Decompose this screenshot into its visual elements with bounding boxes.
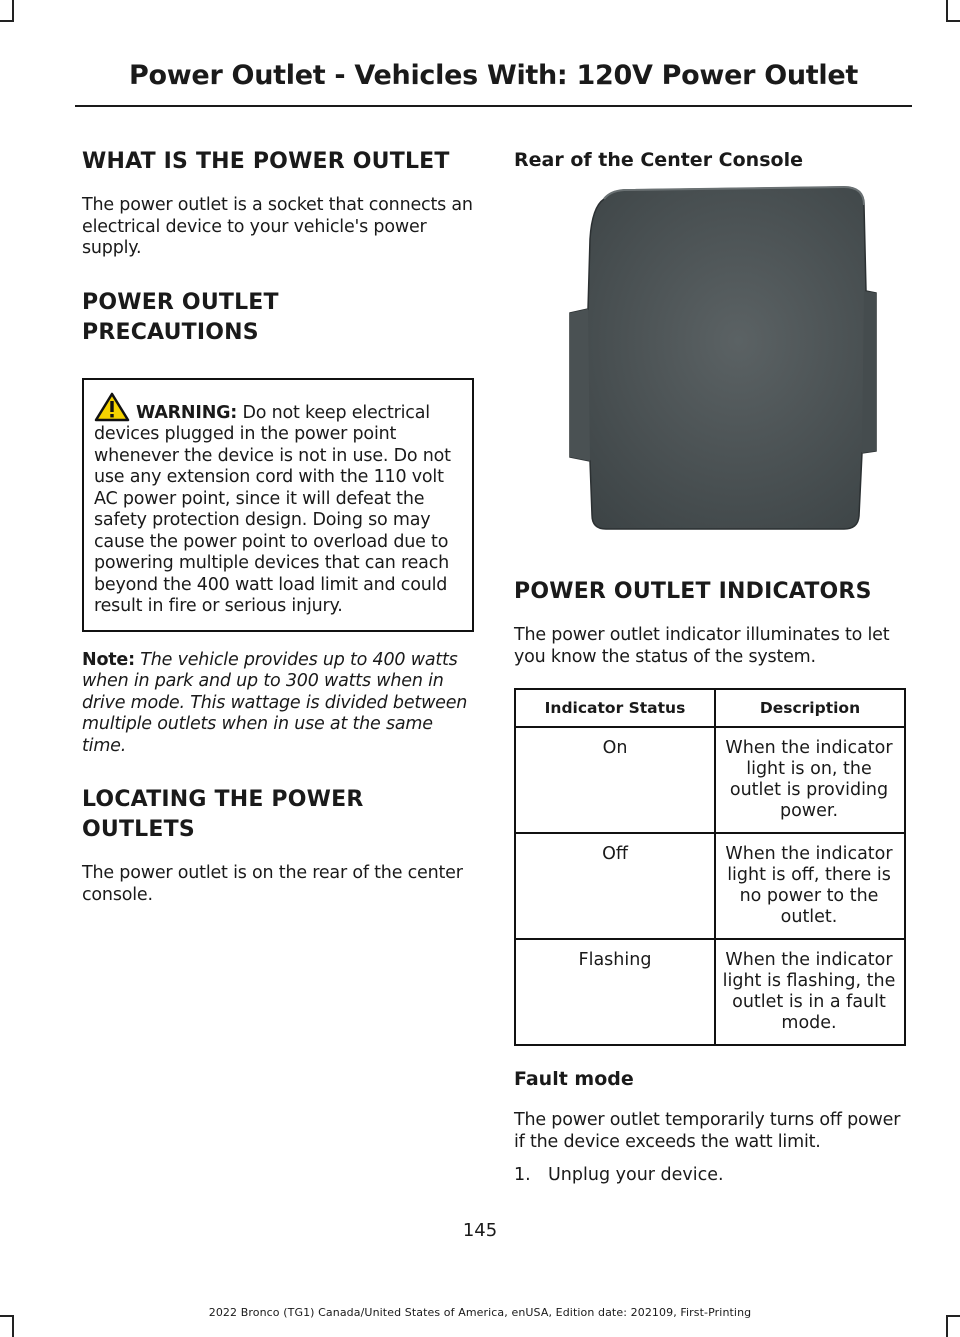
paragraph-fault-mode: The power outlet temporarily turns off power if the device exceeds the watt limit. xyxy=(514,1110,901,1152)
heading-precautions-line2: PRECAUTIONS xyxy=(82,319,259,345)
status-cell: Flashing xyxy=(515,939,715,1045)
indicator-table xyxy=(514,688,906,1046)
center-console-figure xyxy=(514,181,906,531)
heading-indicators: POWER OUTLET INDICATORS xyxy=(514,579,872,604)
status-cell: Off xyxy=(515,833,715,939)
table-row xyxy=(515,727,905,833)
paragraph-indicators: The power outlet indicator illuminates to let you know the status of the system. xyxy=(514,625,890,667)
description-cell: When the indicator light is on, the outlet is providing power. xyxy=(715,727,905,833)
page-number: 145 xyxy=(462,1220,498,1241)
heading-locating-line2: OUTLETS xyxy=(82,817,195,842)
warning-label: WARNING: xyxy=(136,402,238,423)
table-row xyxy=(515,939,905,1045)
right-column xyxy=(514,145,906,1187)
list-text: Unplug your device. xyxy=(548,1165,724,1185)
crop-mark xyxy=(946,0,948,22)
column-header-description: Description xyxy=(715,689,905,727)
left-column xyxy=(82,145,474,906)
heading-precautions-line1: POWER OUTLET xyxy=(82,289,279,315)
warning-text: Do not keep electrical devices plugged in the power point whenever the device is not in use. Do not use any extension cord with the 110 volt AC power point, since it will defeat the safety protection design. Doing so may cause the power point to overload due to powering multiple devices that can reach beyond the 400 watt load limit and could result in fire or serious injury. xyxy=(94,402,451,616)
table-row xyxy=(515,833,905,939)
paragraph-locating: The power outlet is on the rear of the center console. xyxy=(82,863,463,905)
crop-mark xyxy=(12,0,14,22)
heading-fault-mode: Fault mode xyxy=(514,1068,634,1090)
column-header-status: Indicator Status xyxy=(515,689,715,727)
footer-edition: 2022 Bronco (TG1) Canada/United States of America, enUSA, Edition date: 202109, First-Printing xyxy=(208,1306,752,1319)
console-cover-illustration xyxy=(514,181,906,531)
list-number: 1. xyxy=(514,1165,531,1185)
warning-box xyxy=(82,378,474,632)
status-cell: On xyxy=(515,727,715,833)
crop-mark xyxy=(946,20,960,22)
note xyxy=(82,650,474,758)
warning-triangle-icon xyxy=(94,392,130,422)
heading-rear-console: Rear of the Center Console xyxy=(514,149,803,171)
note-label: Note: xyxy=(82,649,135,670)
paragraph-what-is: The power outlet is a socket that connects an electrical device to your vehicle's power supply. xyxy=(82,195,473,258)
list-item xyxy=(514,1165,906,1187)
table-header-row xyxy=(515,689,905,727)
heading-what-is: WHAT IS THE POWER OUTLET xyxy=(82,149,450,174)
header-rule xyxy=(75,105,912,107)
crop-mark xyxy=(0,20,14,22)
note-text: The vehicle provides up to 400 watts when in park and up to 300 watts when in drive mode. This wattage is divided between multiple outlets when in use at the same time. xyxy=(82,649,468,756)
heading-locating-line1: LOCATING THE POWER xyxy=(82,787,364,812)
page-title: Power Outlet - Vehicles With: 120V Power Outlet xyxy=(129,60,858,91)
description-cell: When the indicator light is flashing, the outlet is in a fault mode. xyxy=(715,939,905,1045)
description-cell: When the indicator light is off, there is no power to the outlet. xyxy=(715,833,905,939)
